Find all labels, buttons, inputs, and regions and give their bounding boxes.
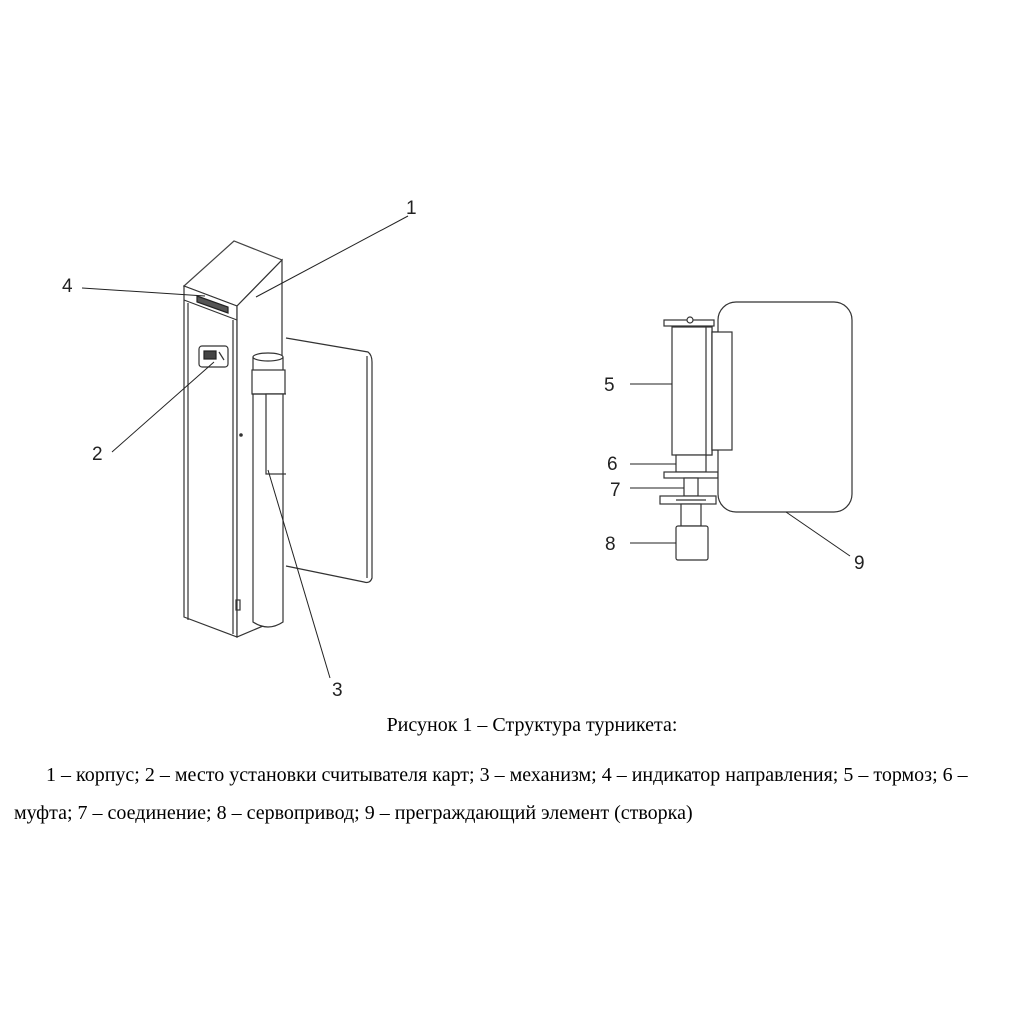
barrier-leaf-left [286, 338, 372, 583]
label-3: 3 [332, 680, 343, 700]
clutch [664, 455, 718, 478]
servo-drive [676, 504, 708, 560]
label-9: 9 [854, 553, 865, 574]
figure-caption: Рисунок 1 – Структура турникета: [386, 714, 678, 736]
figure-legend: 1 – корпус; 2 – место установки считывателя карт; 3 – механизм; 4 – индикатор направления; 5 – тормоз; 6 – муфта; 7 – соединение; 8 – сервопривод; 9 – преграждающий элемент (створка) [14, 764, 968, 824]
card-reader [199, 346, 228, 367]
connection [660, 478, 716, 504]
label-7: 7 [610, 480, 621, 501]
label-1: 1 [406, 198, 417, 219]
mechanism-schematic [660, 302, 852, 560]
brake [672, 327, 712, 455]
label-8: 8 [605, 534, 616, 555]
label-2: 2 [92, 444, 103, 465]
label-5: 5 [604, 375, 615, 396]
barrier-leaf-right [718, 302, 852, 512]
label-6: 6 [607, 454, 618, 475]
label-4: 4 [62, 276, 73, 297]
